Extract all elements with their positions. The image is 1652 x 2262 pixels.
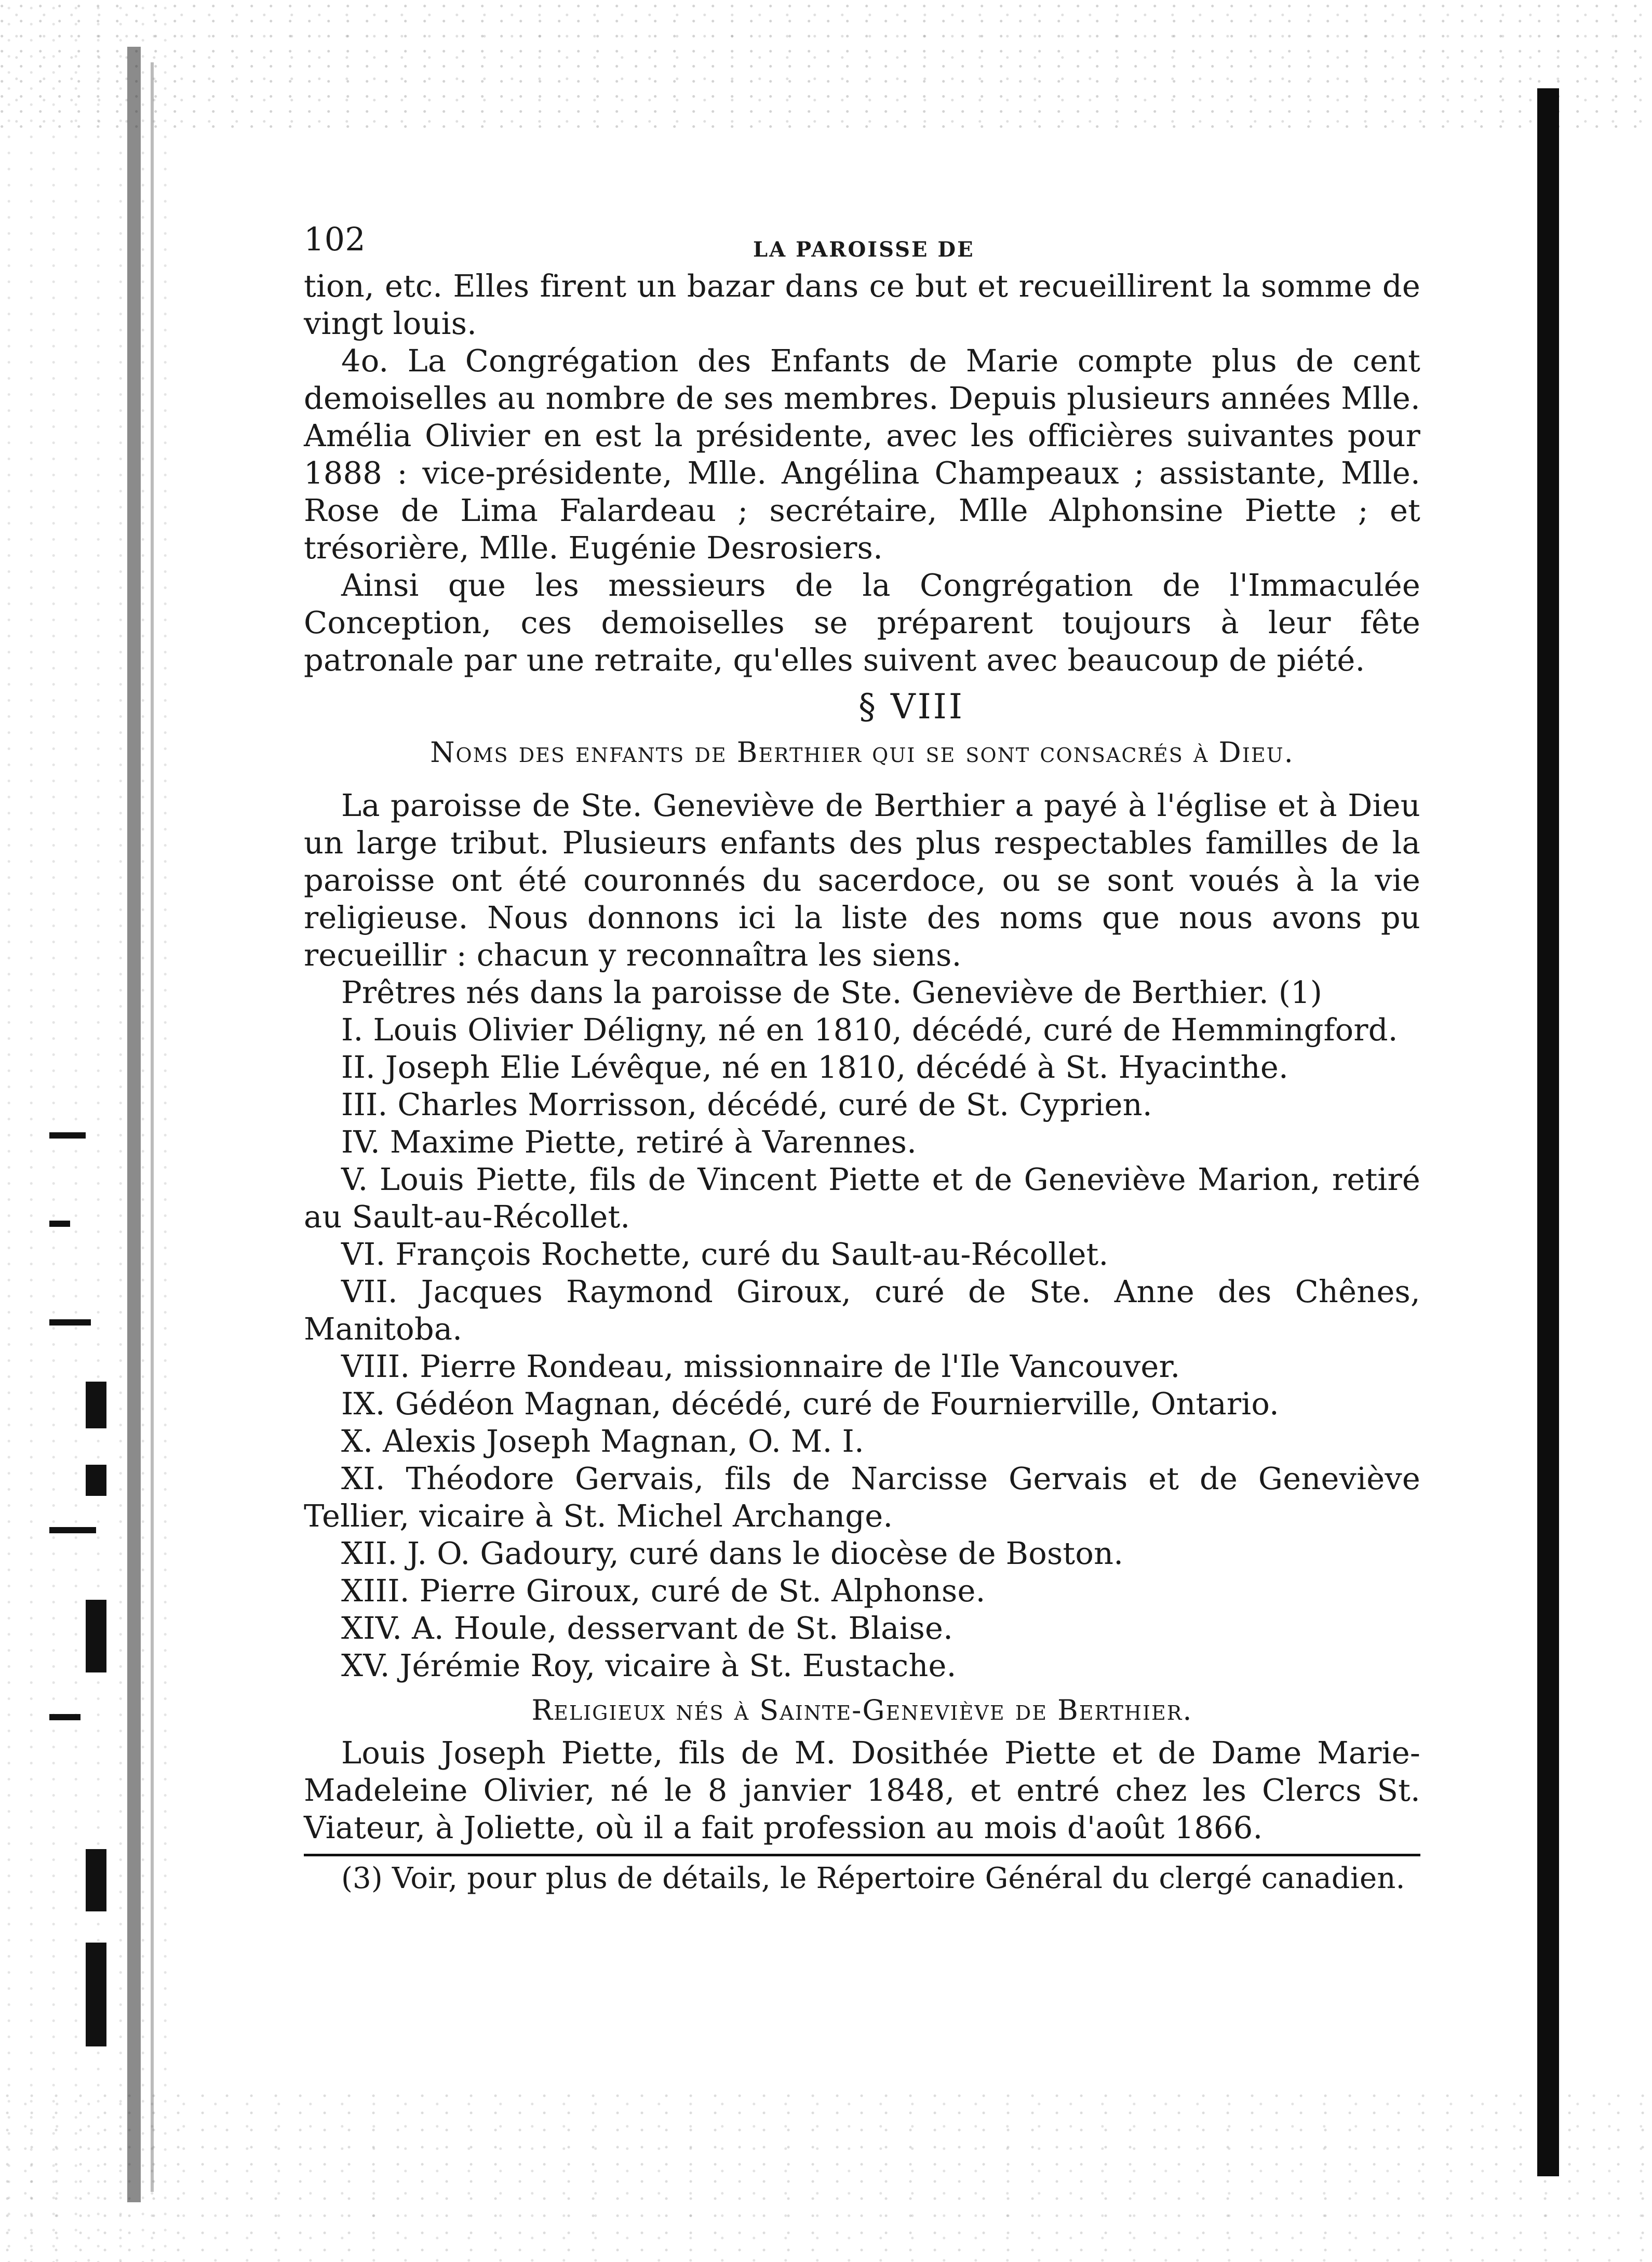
footnote: (3) Voir, pour plus de détails, le Répertoire Général du clergé canadien. — [341, 1862, 1405, 1895]
priests-list — [304, 1011, 1420, 1684]
section-subtitle: Noms des enfants de Berthier qui se sont consacrés à Dieu. — [430, 736, 1294, 769]
paragraph-retraite: Ainsi que les messieurs de la Congrégation de l'Immaculée Conception, ces demoiselles se préparent toujours à leur fête patronale par une retraite, qu'elles suivent avec beaucoup de piété. — [304, 567, 1420, 678]
paragraph-tribut: La paroisse de Ste. Geneviève de Berthier a payé à l'église et à Dieu un large tribut. Plusieurs enfants des plus respectables familles de la paroisse ont été couronnés du sacerdoce, ou se sont voués à la vie religieuse. Nous donnons ici la liste des noms que nous avons pu recueillir : chacun y reconnaîtra les siens. — [304, 787, 1420, 973]
list-item: II. Joseph Elie Lévêque, né en 1810, décédé à St. Hyacinthe. — [341, 1049, 1288, 1085]
religious-heading: Religieux nés à Sainte-Geneviève de Berthier. — [531, 1694, 1193, 1726]
list-item: IV. Maxime Piette, retiré à Varennes. — [341, 1124, 917, 1160]
scan-edge-left-inner — [151, 62, 154, 2192]
list-item: V. Louis Piette, fils de Vincent Piette et de Geneviève Marion, retiré au Sault-au-Récollet. — [304, 1161, 1420, 1235]
paragraph-continuation: tion, etc. Elles firent un bazar dans ce but et recueillirent la somme de vingt louis. — [304, 268, 1420, 341]
scan-edge-right — [1537, 88, 1559, 2176]
list-item: X. Alexis Joseph Magnan, O. M. I. — [341, 1423, 865, 1459]
list-item: VII. Jacques Raymond Giroux, curé de Ste. Anne des Chênes, Manitoba. — [304, 1274, 1420, 1347]
list-item: IX. Gédéon Magnan, décédé, curé de Fournierville, Ontario. — [341, 1386, 1280, 1422]
book-page — [304, 216, 1420, 1896]
section-title: § VIII — [858, 687, 964, 727]
scan-edge-left — [127, 47, 141, 2202]
list-item: XIV. A. Houle, desservant de St. Blaise. — [341, 1610, 953, 1646]
page-header — [304, 216, 1420, 267]
page-number: 102 — [304, 220, 366, 258]
list-item: XV. Jérémie Roy, vicaire à St. Eustache. — [341, 1648, 957, 1683]
scan-noise-top — [0, 0, 1652, 135]
list-item: XI. Théodore Gervais, fils de Narcisse Gervais et de Geneviève Tellier, vicaire à St. Michel Archange. — [304, 1461, 1420, 1534]
list-item: VI. François Rochette, curé du Sault-au-Récollet. — [341, 1236, 1109, 1272]
running-head: LA PAROISSE DE — [753, 237, 975, 262]
list-item: XIII. Pierre Giroux, curé de St. Alphonse. — [341, 1573, 986, 1609]
list-item: XII. J. O. Gadoury, curé dans le diocèse de Boston. — [341, 1535, 1124, 1571]
paragraph-religious: Louis Joseph Piette, fils de M. Dosithée Piette et de Dame Marie-Madeleine Olivier, né le 8 janvier 1848, et entré chez les Clercs St. Viateur, à Joliette, où il a fait profession au mois d'août 1866. — [304, 1735, 1420, 1845]
paragraph-enfants-de-marie: 4o. La Congrégation des Enfants de Marie compte plus de cent demoiselles au nombre de ses membres. Depuis plusieurs années Mlle. Amélia Olivier en est la présidente, avec les officières suivantes pour 1888 : vice-présidente, Mlle. Angélina Champeaux ; assistante, Mlle. Rose de Lima Falardeau ; secrétaire, Mlle Alphonsine Piette ; et trésorière, Mlle. Eugénie Desrosiers. — [304, 343, 1420, 566]
priests-intro: Prêtres nés dans la paroisse de Ste. Geneviève de Berthier. (1) — [341, 974, 1323, 1010]
footnote-divider — [304, 1854, 1420, 1856]
list-item: I. Louis Olivier Déligny, né en 1810, décédé, curé de Hemmingford. — [341, 1012, 1398, 1048]
list-item: III. Charles Morrisson, décédé, curé de St. Cyprien. — [341, 1087, 1152, 1122]
list-item: VIII. Pierre Rondeau, missionnaire de l'Ile Vancouver. — [341, 1348, 1180, 1384]
scan-noise-bottom — [0, 2091, 1652, 2262]
binding-marks — [49, 1132, 106, 2067]
